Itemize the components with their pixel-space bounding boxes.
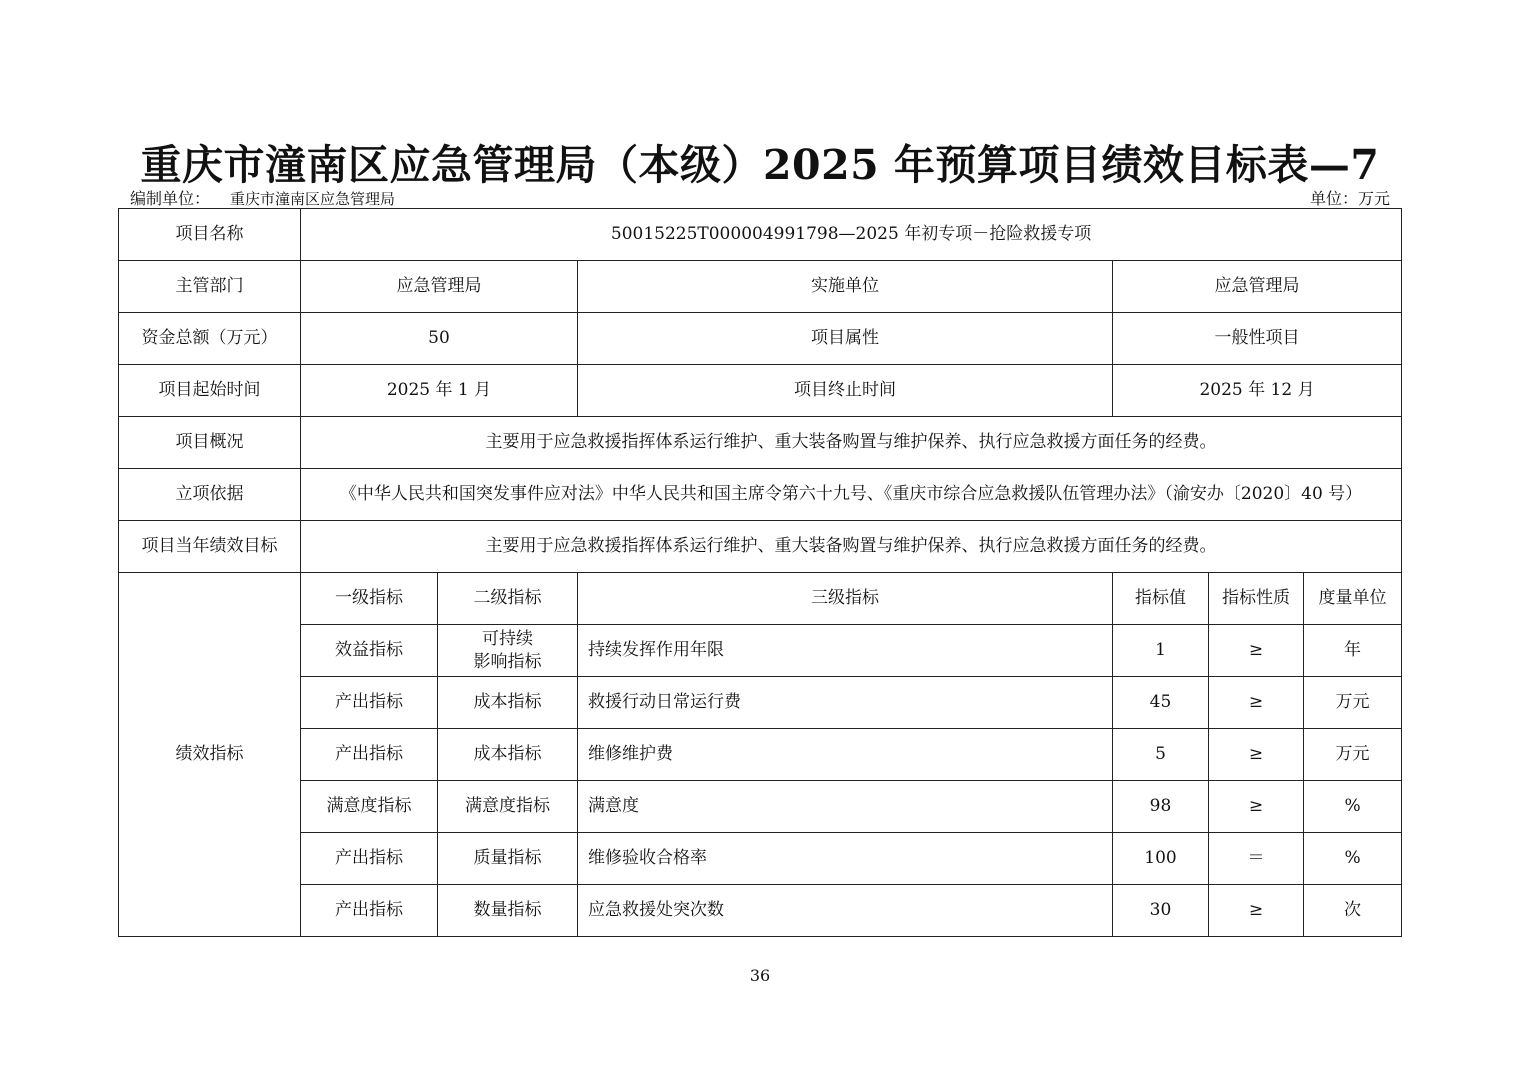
page-number: 36 [749,966,771,985]
level2: 数量指标 [438,885,578,937]
nature: ≥ [1209,677,1304,729]
level2: 成本指标 [438,729,578,781]
end-value: 2025 年 12 月 [1113,365,1402,417]
nature: ≥ [1209,781,1304,833]
table-row [119,521,1402,573]
measure-unit: 万元 [1304,729,1402,781]
level1: 产出指标 [301,833,438,885]
org-line [130,186,395,209]
table-row [119,209,1402,261]
start-label: 项目起始时间 [119,365,301,417]
measure-unit: % [1304,833,1402,885]
measure-unit: 次 [1304,885,1402,937]
impl-value: 应急管理局 [1113,261,1402,313]
project-name-label: 项目名称 [119,209,301,261]
value: 1 [1113,625,1209,677]
table-row [119,625,1402,677]
unit-label: 单位：万元 [1309,189,1390,208]
level3: 持续发挥作用年限 [578,625,1113,677]
perf-header: 一级指标 [301,573,438,625]
impl-label: 实施单位 [578,261,1113,313]
perf-header: 三级指标 [578,573,1113,625]
measure-unit: 年 [1304,625,1402,677]
overview-value: 主要用于应急救援指挥体系运行维护、重大装备购置与维护保养、执行应急救援方面任务的经费。 [301,417,1402,469]
table-row [119,729,1402,781]
fund-value: 50 [301,313,578,365]
end-label: 项目终止时间 [578,365,1113,417]
org-label: 编制单位： [130,189,211,208]
basis-label: 立项依据 [119,469,301,521]
measure-unit: 万元 [1304,677,1402,729]
level2: 成本指标 [438,677,578,729]
table-row [119,469,1402,521]
performance-table [118,208,1402,937]
goal-label: 项目当年绩效目标 [119,521,301,573]
level3: 救援行动日常运行费 [578,677,1113,729]
level2 [438,625,578,677]
fund-label: 资金总额（万元） [119,313,301,365]
nature: ≥ [1209,885,1304,937]
perf-header: 度量单位 [1304,573,1402,625]
perf-header: 指标值 [1113,573,1209,625]
level2-part: 影响指标 [473,651,542,672]
dept-value: 应急管理局 [301,261,578,313]
measure-unit: % [1304,781,1402,833]
overview-label: 项目概况 [119,417,301,469]
start-value: 2025 年 1 月 [301,365,578,417]
table-row [119,781,1402,833]
value: 98 [1113,781,1209,833]
nature: ≥ [1209,625,1304,677]
nature: ≥ [1209,729,1304,781]
level3: 应急救援处突次数 [578,885,1113,937]
page-title: 重庆市潼南区应急管理局（本级）2025 年预算项目绩效目标表—7 [140,141,1380,189]
level1: 产出指标 [301,729,438,781]
nature: ＝ [1209,833,1304,885]
perf-header: 指标性质 [1209,573,1304,625]
level2: 满意度指标 [438,781,578,833]
value: 30 [1113,885,1209,937]
level2: 质量指标 [438,833,578,885]
level3: 维修维护费 [578,729,1113,781]
table-row [119,365,1402,417]
value: 100 [1113,833,1209,885]
value: 5 [1113,729,1209,781]
level1: 满意度指标 [301,781,438,833]
goal-value: 主要用于应急救援指挥体系运行维护、重大装备购置与维护保养、执行应急救援方面任务的经费。 [301,521,1402,573]
level1: 效益指标 [301,625,438,677]
perf-label: 绩效指标 [119,573,301,937]
attr-label: 项目属性 [578,313,1113,365]
level2-part: 可持续 [482,629,533,650]
level3: 满意度 [578,781,1113,833]
table-row [119,417,1402,469]
perf-header: 二级指标 [438,573,578,625]
value: 45 [1113,677,1209,729]
table-row [119,677,1402,729]
table-row [119,261,1402,313]
level1: 产出指标 [301,885,438,937]
table-row [119,833,1402,885]
basis-value: 《中华人民共和国突发事件应对法》中华人民共和国主席令第六十九号、《重庆市综合应急救援队伍管理办法》（渝安办〔2020〕40 号） [301,469,1402,521]
dept-label: 主管部门 [119,261,301,313]
project-name-value: 50015225T000004991798—2025 年初专项－抢险救援专项 [301,209,1402,261]
table-row [119,313,1402,365]
attr-value: 一般性项目 [1113,313,1402,365]
table-row [119,573,1402,625]
level3: 维修验收合格率 [578,833,1113,885]
table-row [119,885,1402,937]
level1: 产出指标 [301,677,438,729]
org-name: 重庆市潼南区应急管理局 [230,190,396,208]
